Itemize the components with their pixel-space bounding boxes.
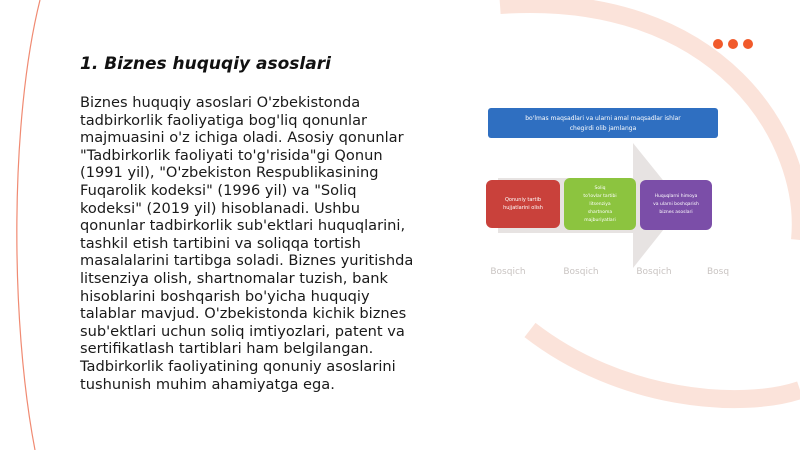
diagram-box-2-line: majburiyatlari	[584, 218, 616, 223]
process-diagram	[478, 98, 738, 288]
diagram-box-3-line: Huquqlarni himoya	[654, 194, 698, 199]
diagram-box-1-line: Qonuniy tartib	[504, 197, 542, 203]
menu-dots	[713, 39, 753, 49]
diagram-footer-label: Bosqich	[563, 267, 599, 277]
diagram-top-box-line: chegirdi olib jamlanga	[569, 125, 637, 132]
diagram-footer-label: Bosqich	[490, 267, 526, 277]
diagram-box-2-line: to'lovlar tartibi	[583, 194, 617, 199]
diagram-top-box	[488, 108, 718, 138]
dot-icon	[743, 39, 753, 49]
diagram-box-2-line: Soliq	[594, 186, 606, 191]
diagram-box-2-line: litsenziya	[589, 202, 611, 207]
body-paragraph: Biznes huquqiy asoslari O'zbekistonda tadbirkorlik faoliyatiga bog'liq qonunlar majmuasini o'z ichiga oladi. Asosiy qonunlar "Tadbirkorlik faoliyati to'g'risida"gi Qonun (1991 yil), "O'zbekiston Respublikasining Fuqarolik kodeksi" (1996 yil) va "Soliq kodeksi" (2019 yil) hisoblanadi. Ushbu qonunlar tadbirkorlik sub'ektlari huquqlarini, tashkil etish tartibini va soliqqa tortish masalalarini tartibga soladi. Biznes yuritishda litsenziya olish, shartnomalar tuzish, bank hisoblarini boshqarish bo'yicha huquqiy talablar mavjud. O'zbekistonda kichik biznes sub'ektlari uchun soliq imtiyozlari, patent va sertifikatlash tartiblari ham belgilangan. Tadbirkorlik faoliyatining qonuniy asoslarini tushunish muhim ahamiyatga ega.	[80, 94, 414, 393]
slide-title: 1. Biznes huquqiy asoslari	[80, 54, 331, 74]
diagram-box-2-line: shartnoma	[587, 210, 613, 215]
diagram-footer-label: Bosq	[706, 267, 730, 277]
dot-icon	[713, 39, 723, 49]
diagram-box-3-line: biznes asoslari	[659, 210, 693, 215]
diagram-box-3-line: va ularni boshqarish	[653, 202, 699, 207]
diagram-box-1-line: hujjatlarini olish	[503, 205, 543, 211]
diagram-box-1	[486, 180, 560, 228]
left-decorative-arc	[0, 0, 60, 450]
diagram-top-box-line: bo'lmas maqsadlari va ularni amal maqsadlar ishlar	[525, 115, 681, 122]
diagram-footer-label: Bosqich	[636, 267, 672, 277]
dot-icon	[728, 39, 738, 49]
